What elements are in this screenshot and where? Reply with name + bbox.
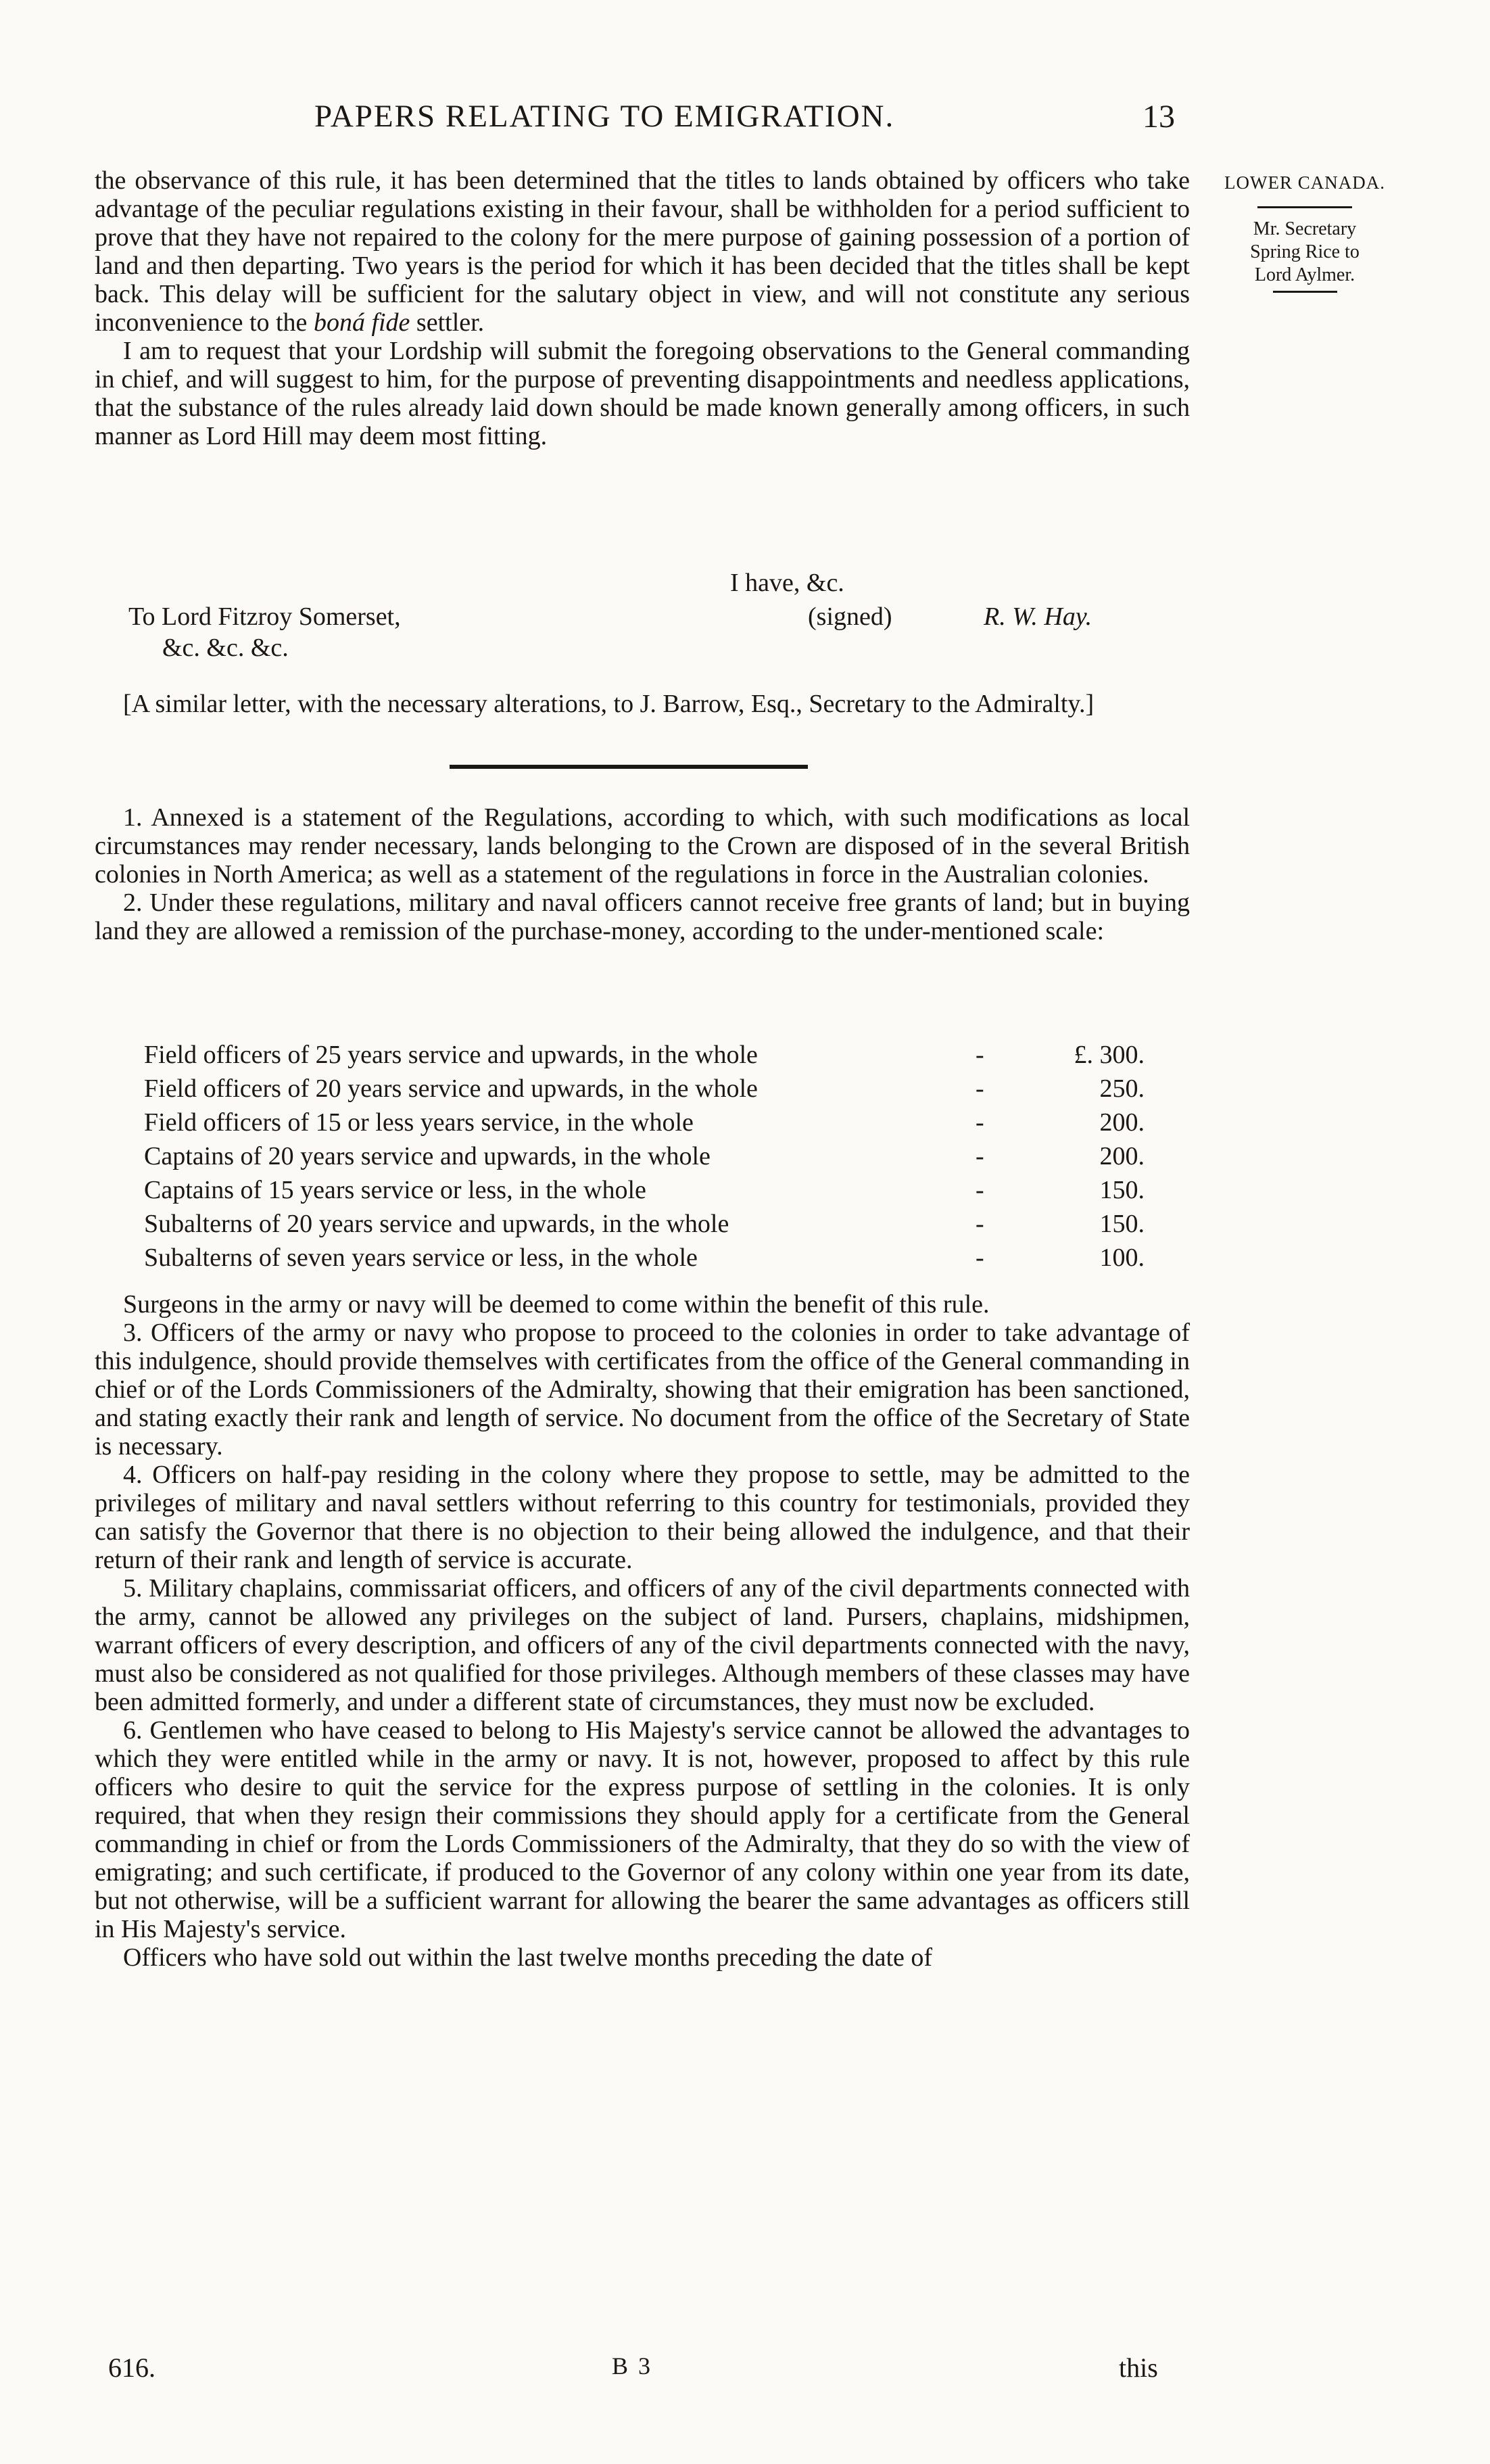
footer-number: 616. <box>108 2352 155 2383</box>
letter-paragraph-1: the observance of this rule, it has been determined that the titles to lands obtained by officers who take advantage of the peculiar regulations existing in their favour, shall be withholden for a period sufficient to prove that they have not repaired to the colony for the mere purpose of gaining possession of a portion of land and then departing. Two years is the period for which it has been decided that the titles shall be kept back. This delay will be sufficient for the salutary object in view, and will not constitute any serious inconvenience to the boná fide settler. <box>95 166 1190 337</box>
addressee-etc: &c. &c. &c. <box>162 634 289 662</box>
regulation-1: 1. Annexed is a statement of the Regulations, according to which, with such modifications as local circumstances may render necessary, lands belonging to the Crown are disposed of in the several British colonies in North America; as well as a statement of the regulations in force in the Australian colonies. <box>95 803 1190 889</box>
closing-formula: I have, &c. <box>730 569 844 597</box>
scale-row: Subalterns of seven years service or less, in the whole - 100. <box>144 1243 1145 1272</box>
letter-body <box>95 166 1190 450</box>
bona-fide-italic: boná fide <box>313 308 410 337</box>
regulations-body <box>95 1290 1190 1972</box>
regulation-3: 3. Officers of the army or navy who propose to proceed to the colonies in order to take advantage of this indulgence, should provide themselves with certificates from the office of the General commanding in chief or of the Lords Commissioners of the Admiralty, showing that their emigration has been sanctioned, and stating exactly their rank and length of service. No document from the office of the Secretary of State is necessary. <box>95 1319 1190 1461</box>
margin-region: LOWER CANADA. <box>1224 172 1385 193</box>
regulation-2: 2. Under these regulations, military and naval officers cannot receive free grants of land; but in buying land they are allowed a remission of the purchase-money, according to the under-mentioned scale: <box>95 889 1190 945</box>
bracket-note-text: [A similar letter, with the necessary alterations, to J. Barrow, Esq., Secretary to the Admiralty.] <box>123 690 1095 718</box>
margin-line-2: Spring Rice to <box>1250 241 1360 262</box>
running-title: PAPERS RELATING TO EMIGRATION. <box>314 99 895 134</box>
regulations-intro <box>95 803 1190 945</box>
scale-row: Captains of 15 years service or less, in the whole - 150. <box>144 1176 1145 1204</box>
regulation-6: 6. Gentlemen who have ceased to belong to His Majesty's service cannot be allowed the advantages to which they were entitled while in the army or navy. It is not, however, proposed to affect by this rule officers who desire to quit the service for the express purpose of settling in the colonies. It is only required, that when they resign their commissions they should apply for a certificate from the General commanding in chief or from the Lords Commissioners of the Admiralty, that they do so with the view of emigrating; and such certificate, if produced to the Governor of any colony within one year from its date, but not otherwise, will be a sufficient warrant for allowing the bearer the same advantages as officers still in His Majesty's service. <box>95 1716 1190 1943</box>
letter-paragraph-2: I am to request that your Lordship will submit the foregoing observations to the General commanding in chief, and will suggest to him, for the purpose of preventing disappointments and needless applications, that the substance of the rules already laid down should be made known generally among officers, in such manner as Lord Hill may deem most fitting. <box>95 337 1190 450</box>
margin-rule-lower <box>1273 291 1337 293</box>
remission-scale <box>144 1040 1145 1277</box>
signed-label: (signed) <box>808 602 892 631</box>
scale-row: Field officers of 25 years service and upwards, in the whole - £. 300. <box>144 1041 1145 1069</box>
addressee: To Lord Fitzroy Somerset, <box>128 602 401 631</box>
page-header <box>0 98 1490 145</box>
section-rule <box>450 765 808 769</box>
regulation-7: Officers who have sold out within the last twelve months preceding the date of <box>123 1943 933 1972</box>
margin-line-1: Mr. Secretary <box>1253 218 1357 239</box>
scale-row: Field officers of 20 years service and upwards, in the whole - 250. <box>144 1074 1145 1103</box>
signature-mark: B 3 <box>612 2352 653 2379</box>
margin-rule <box>1257 206 1352 208</box>
margin-line-3: Lord Aylmer. <box>1254 264 1355 285</box>
scale-row: Subalterns of 20 years service and upwards, in the whole - 150. <box>144 1210 1145 1238</box>
regulation-5: 5. Military chaplains, commissariat officers, and officers of any of the civil departments connected with the army, cannot be allowed any privileges on the subject of land. Pursers, chaplains, midshipmen, warrant officers of every description, and officers of any of the civil departments connected with the navy, must also be considered as not qualified for those privileges. Although members of these classes may have been admitted formerly, and under a different state of circumstances, they must now be excluded. <box>95 1574 1190 1716</box>
surgeons-rule: Surgeons in the army or navy will be deemed to come within the benefit of this rule. <box>123 1290 990 1319</box>
regulation-4: 4. Officers on half-pay residing in the colony where they propose to settle, may be admitted to the privileges of military and naval settlers without referring to this country for testimonials, provided they can satisfy the Governor that there is no objection to their being allowed the indulgence, and that their return of their rank and length of service is accurate. <box>95 1461 1190 1574</box>
catchword: this <box>1119 2352 1158 2383</box>
scale-row: Captains of 20 years service and upwards, in the whole - 200. <box>144 1142 1145 1170</box>
margin-note <box>1200 171 1410 293</box>
bracket-note <box>95 690 1190 718</box>
scale-row: Field officers of 15 or less years service, in the whole - 200. <box>144 1108 1145 1137</box>
signature: R. W. Hay. <box>984 602 1092 631</box>
page-number: 13 <box>1143 99 1175 135</box>
